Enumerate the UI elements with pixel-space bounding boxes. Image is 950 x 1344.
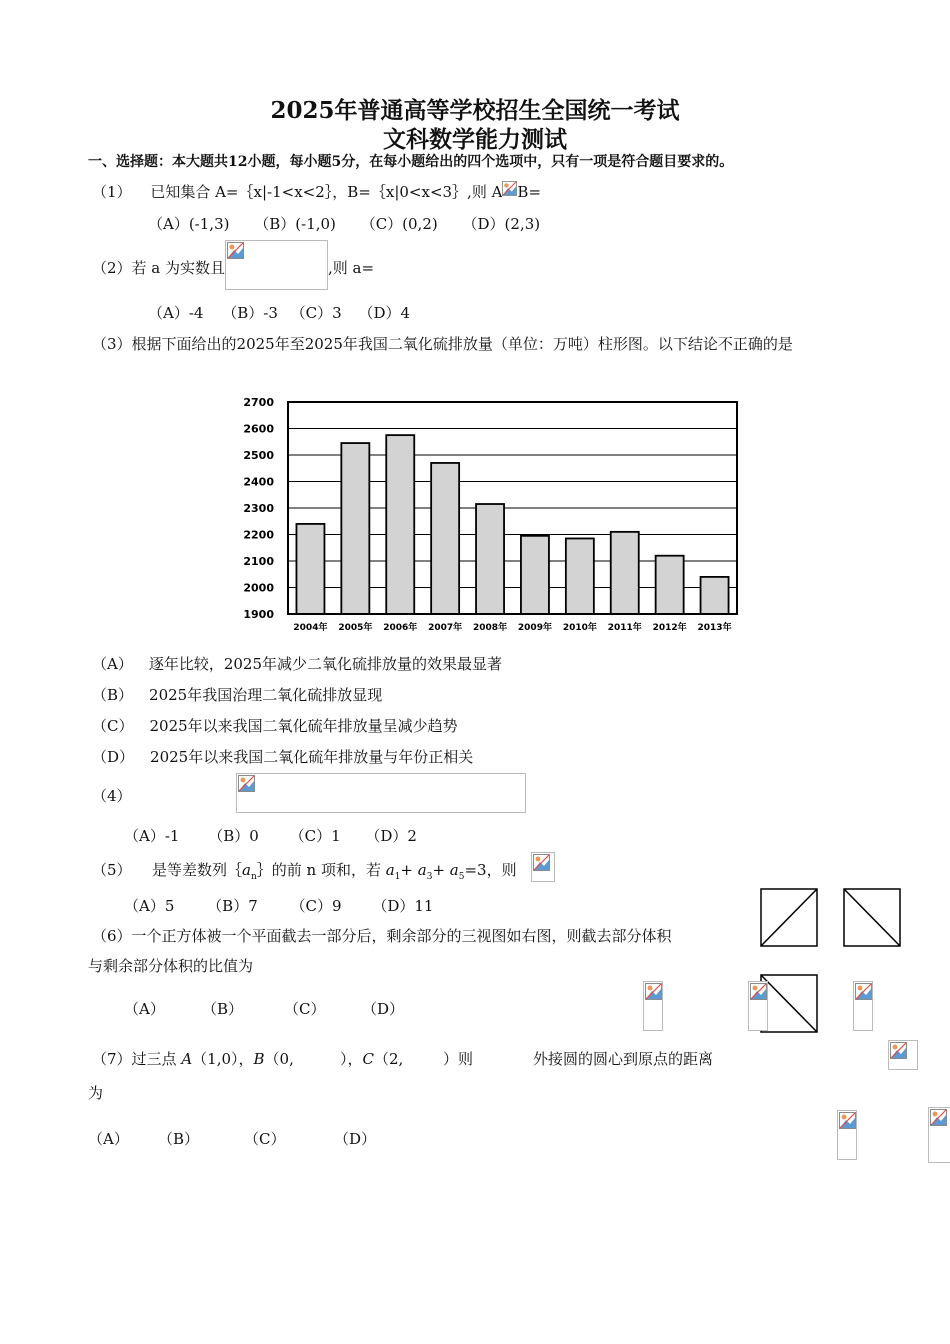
- q5-sn-image: [531, 852, 555, 882]
- q2-option-a: （A）-4: [148, 304, 204, 322]
- q5-text: 是等差数列$\{a_n\}$的前 n 项和，若 $a_1+ a_3+ a_5=3$，则: [152, 861, 517, 882]
- broken-image-icon: [645, 983, 662, 1000]
- broken-image-icon: [930, 1109, 947, 1126]
- y-tick-label: 2200: [243, 528, 274, 542]
- y-tick-label: 2600: [243, 422, 274, 436]
- x-tick-label: 2011年: [607, 623, 642, 633]
- q6-option-c-label: （C）: [284, 1000, 326, 1018]
- broken-image-icon: [227, 242, 244, 259]
- q7-option-b-label: （B）: [158, 1130, 200, 1148]
- broken-image-icon: [502, 181, 517, 196]
- q6-text-line2: 与剩余部分体积的比值为: [88, 957, 254, 975]
- x-tick-label: 2009年: [517, 623, 552, 633]
- q4-options: [124, 825, 437, 846]
- bar: [521, 536, 549, 614]
- bar: [566, 538, 594, 614]
- x-tick-label: 2007年: [428, 623, 463, 633]
- q7-text-part4: 外接圆的圆心到原点的距离: [533, 1050, 714, 1068]
- q6-option-b-label: （B）: [202, 1000, 244, 1018]
- q6-option-a-image: [643, 981, 663, 1031]
- y-tick-label: 2500: [243, 449, 274, 462]
- q2-option-d: （D）4: [358, 304, 411, 322]
- q3-text: （3）根据下面给出的2025年至2025年我国二氧化硫排放量（单位：万吨）柱形图。以下结论不正确的是: [92, 335, 793, 353]
- cap-symbol-image: [502, 181, 517, 197]
- broken-image-icon: [839, 1112, 856, 1129]
- y-tick-label: 1900: [243, 608, 274, 621]
- q7-option-b-image: [928, 1107, 950, 1163]
- three-views-diagram: [760, 887, 905, 1035]
- x-tick-label: 2005年: [338, 623, 373, 633]
- q2-text-end: ,则 a=: [328, 259, 375, 277]
- broken-image-icon: [750, 983, 767, 1000]
- q3-option-b: （B） 2025年我国治理二氧化硫排放显现: [92, 686, 383, 704]
- q7-text-line2: 为: [88, 1084, 104, 1102]
- bar: [431, 463, 459, 614]
- q7-text-part3: ）则: [443, 1050, 474, 1068]
- q5-option-a: （A）5: [124, 897, 175, 915]
- q7-option-a-label: （A）: [88, 1130, 129, 1148]
- q2-option-c: （C）3: [290, 304, 342, 322]
- q6-option-c-image: [853, 981, 873, 1031]
- exam-subtitle: 文科数学能力测试: [383, 126, 567, 153]
- q7-text-part2: ），C（2,: [340, 1050, 404, 1068]
- q4-option-d: （D）2: [365, 827, 417, 845]
- q5-options: [124, 895, 453, 916]
- q6-option-d-label: （D）: [362, 1000, 405, 1018]
- y-tick-label: 2700: [243, 396, 274, 409]
- q4-option-b: （B）0: [208, 827, 259, 845]
- bar: [386, 435, 414, 614]
- bar: [296, 524, 324, 614]
- q1-option-a: （A）(-1,3): [148, 215, 230, 233]
- broken-image-icon: [533, 854, 550, 871]
- q7-option-d-label: （D）: [334, 1130, 377, 1148]
- broken-image-icon: [238, 775, 255, 792]
- q4-option-a: （A）-1: [124, 827, 180, 845]
- q1-options: [148, 213, 560, 234]
- bar: [341, 443, 369, 614]
- q6-option-a-label: （A）: [124, 1000, 165, 1018]
- q3-option-a: （A） 逐年比较，2025年减少二氧化硫排放量的效果最显著: [92, 655, 503, 673]
- q5-option-d: （D）11: [372, 897, 434, 915]
- q1-number: （1）: [92, 183, 132, 201]
- q7-option-c-label: （C）: [244, 1130, 286, 1148]
- q1-text: 已知集合 A=｛x|-1<x<2｝，B=｛x|0<x<3｝,则 A: [150, 183, 503, 201]
- q7-option-a-image: [837, 1110, 857, 1160]
- question-1: [92, 181, 541, 202]
- x-tick-label: 2010年: [562, 623, 597, 633]
- q2-text: （2）若 a 为实数且: [92, 259, 226, 277]
- bar: [701, 577, 729, 614]
- q1-option-b: （B）(-1,0): [254, 215, 336, 233]
- q1-text-end: B=: [517, 183, 542, 201]
- q6-text-line1: （6）一个正方体被一个平面截去一部分后，剩余部分的三视图如右图，则截去部分体积: [92, 927, 672, 945]
- section-heading: 一、选择题：本大题共12小题，每小题5分，在每小题给出的四个选项中，只有一项是符合题目要求的。: [88, 154, 734, 170]
- q3-option-d: （D） 2025年以来我国二氧化硫年排放量与年份正相关: [92, 748, 474, 766]
- q2-options: [148, 302, 430, 323]
- q4-number: （4）: [92, 787, 132, 805]
- q5-option-c: （C）9: [290, 897, 342, 915]
- y-tick-label: 2400: [243, 475, 274, 489]
- q2-option-b: （B）-3: [222, 304, 278, 322]
- x-tick-label: 2008年: [473, 623, 508, 633]
- q4-option-c: （C）1: [289, 827, 341, 845]
- q2-formula-image: [225, 240, 328, 290]
- q7-text-part1: （7）过三点 A（1,0），B（0,: [92, 1050, 294, 1068]
- broken-image-icon: [890, 1042, 907, 1059]
- q4-formula-image: [236, 773, 526, 813]
- x-tick-label: 2004年: [293, 623, 328, 633]
- bar: [656, 556, 684, 614]
- bar: [611, 532, 639, 614]
- y-tick-label: 2100: [243, 555, 274, 568]
- q5-option-b: （B）7: [207, 897, 258, 915]
- q5-number: （5）: [92, 861, 132, 879]
- so2-bar-chart: [236, 392, 746, 637]
- y-tick-label: 2000: [243, 581, 274, 595]
- q1-option-c: （C）(0,2): [360, 215, 438, 233]
- q6-option-b-image: [748, 981, 768, 1031]
- exam-title: 2025年普通高等学校招生全国统一考试: [270, 97, 680, 124]
- bar: [476, 504, 504, 614]
- x-tick-label: 2012年: [652, 623, 687, 633]
- q1-option-d: （D）(2,3): [462, 215, 541, 233]
- broken-image-icon: [855, 983, 872, 1000]
- y-tick-label: 2300: [243, 502, 274, 515]
- q7-b-coord-image: [888, 1040, 918, 1070]
- x-tick-label: 2013年: [697, 623, 732, 633]
- x-tick-label: 2006年: [383, 623, 418, 633]
- q3-option-c: （C） 2025年以来我国二氧化硫年排放量呈减少趋势: [92, 717, 458, 735]
